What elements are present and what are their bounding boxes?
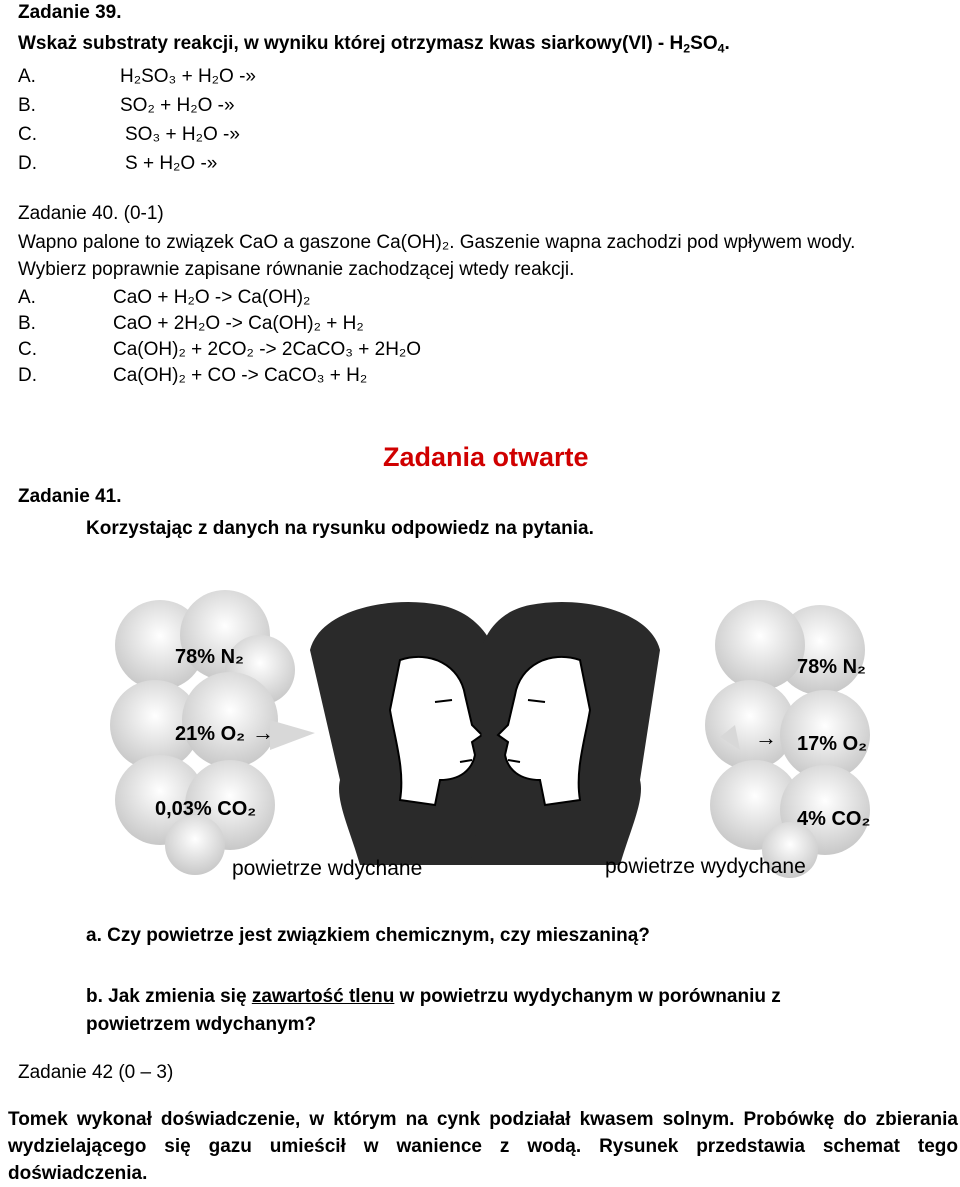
- right-caption: powietrze wydychane: [605, 855, 806, 878]
- task-40-option-b[interactable]: CaO + 2H₂O -> Ca(OH)₂ + H₂: [113, 313, 364, 334]
- task-39-letter-c: C.: [18, 124, 37, 145]
- task-39-letter-d: D.: [18, 153, 37, 174]
- left-o2-label: 21% O₂: [175, 723, 246, 745]
- section-title: Zadania otwarte: [383, 442, 589, 472]
- task-40-letter-d: D.: [18, 365, 37, 386]
- task-40-option-d[interactable]: Ca(OH)₂ + CO -> CaCO₃ + H₂: [113, 365, 368, 386]
- left-co2-label: 0,03% CO₂: [155, 798, 257, 820]
- task-40-letter-a: A.: [18, 287, 36, 308]
- task-39-option-d[interactable]: S + H₂O -»: [125, 153, 218, 174]
- task-41-title: Zadanie 41.: [18, 486, 122, 507]
- task-40-letter-c: C.: [18, 339, 37, 360]
- left-arrow-icon: →: [252, 720, 274, 745]
- task-42-text: Tomek wykonał doświadczenie, w którym na cynk podziałał kwasem solnym. Probówkę do zbierania wydzielającego się gazu umieścił w wanience z wodą. Rysunek przedstawia schemat tego doświadczenia.: [8, 1109, 958, 1184]
- task-40-letter-b: B.: [18, 313, 36, 334]
- task-41-instruction: Korzystając z danych na rysunku odpowiedz na pytania.: [86, 518, 594, 539]
- task-39-question: Wskaż substraty reakcji, w wyniku której otrzymasz kwas siarkowy(VI) - $H_2SO_4$.: [18, 33, 730, 56]
- left-n2-label: 78% N₂: [175, 646, 244, 668]
- task-40-title: Zadanie 40. (0-1): [18, 203, 164, 224]
- right-head: [470, 602, 660, 865]
- right-arrow-icon: →: [755, 725, 777, 750]
- breathing-figure: [100, 590, 880, 890]
- left-caption: powietrze wdychane: [232, 857, 423, 880]
- task-42-title: Zadanie 42 (0 – 3): [18, 1062, 174, 1083]
- task-39-title: Zadanie 39.: [18, 2, 122, 23]
- right-co2-label: 4% CO₂: [797, 808, 871, 830]
- task-39-option-b[interactable]: SO₂ + H₂O -»: [120, 95, 235, 116]
- task-40-line-1: Wapno palone to związek CaO a gaszone Ca(OH)₂. Gaszenie wapna zachodzi pod wpływem wody.: [18, 232, 856, 253]
- task-39-option-a[interactable]: H₂SO₃ + H₂O -»: [120, 66, 256, 87]
- right-n2-label: 78% N₂: [797, 656, 866, 678]
- task-41-question-a: a. Czy powietrze jest związkiem chemicznym, czy mieszaniną?: [86, 925, 650, 946]
- right-o2-label: 17% O₂: [797, 733, 868, 755]
- task-40-option-c[interactable]: Ca(OH)₂ + 2CO₂ -> 2CaCO₃ + 2H₂O: [113, 339, 422, 360]
- task-41-question-b: b. Jak zmienia się zawartość tlenu w powietrzu wydychanym w porównaniu z: [86, 986, 781, 1007]
- task-39-option-c[interactable]: SO₃ + H₂O -»: [125, 124, 240, 145]
- task-40-line-2: Wybierz poprawnie zapisane równanie zachodzącej wtedy reakcji.: [18, 259, 575, 280]
- task-41-question-b-line-2: powietrzem wdychanym?: [86, 1014, 317, 1035]
- task-40-option-a[interactable]: CaO + H₂O -> Ca(OH)₂: [113, 287, 311, 308]
- task-39-letter-b: B.: [18, 95, 36, 116]
- task-39-letter-a: A.: [18, 66, 36, 87]
